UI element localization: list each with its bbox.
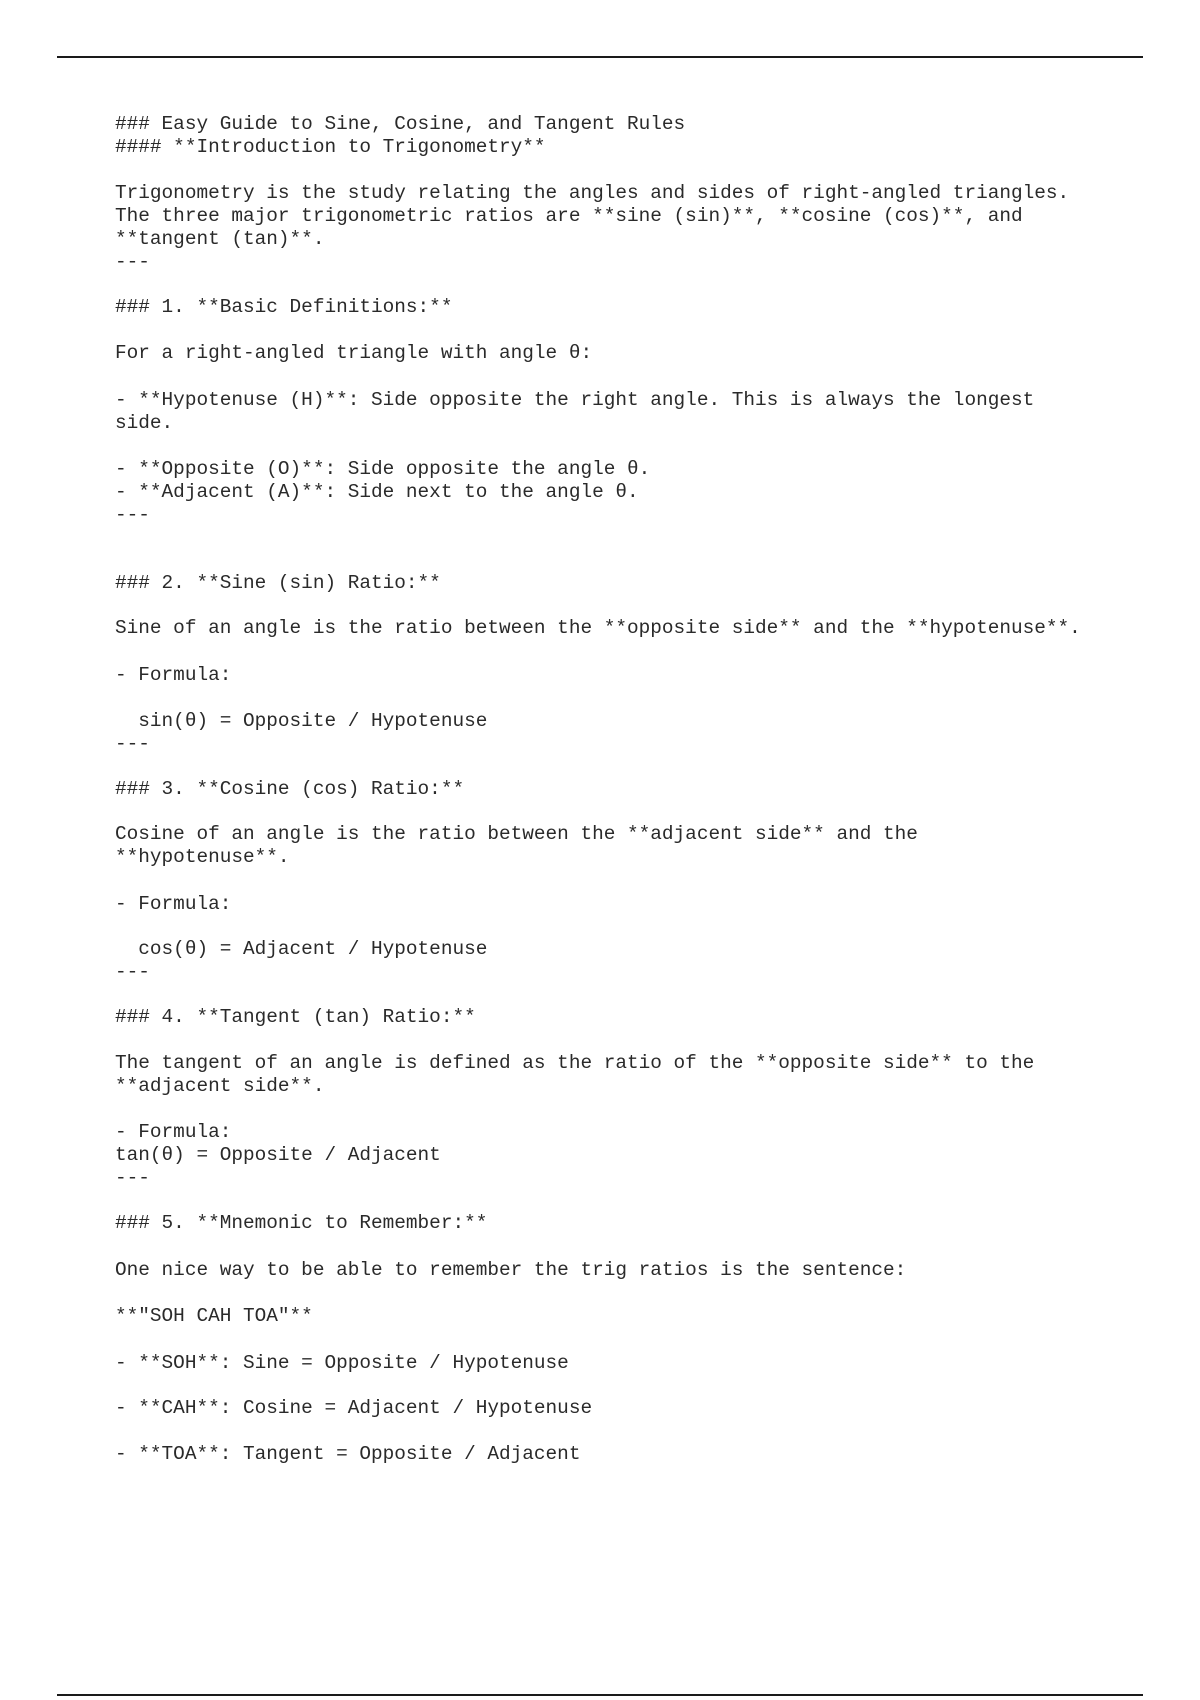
section-heading-introduction: #### **Introduction to Trigonometry** bbox=[115, 136, 546, 158]
paragraph-line: For a right-angled triangle with angle θ: bbox=[115, 342, 593, 364]
intro-paragraph-line: The three major trigonometric ratios are **sine (sin)**, **cosine (cos)**, and bbox=[115, 205, 1023, 227]
list-item-adjacent: - **Adjacent (A)**: Side next to the angle θ. bbox=[115, 481, 639, 503]
page-bottom-rule bbox=[57, 1694, 1143, 1696]
formula-cosine: cos(θ) = Adjacent / Hypotenuse bbox=[115, 938, 488, 960]
list-item-soh: - **SOH**: Sine = Opposite / Hypotenuse bbox=[115, 1352, 569, 1374]
list-item-hypotenuse-continued: side. bbox=[115, 412, 174, 434]
section-heading-basic-definitions: ### 1. **Basic Definitions:** bbox=[115, 296, 453, 318]
separator: --- bbox=[115, 251, 150, 273]
document-title: ### Easy Guide to Sine, Cosine, and Tangent Rules bbox=[115, 113, 686, 135]
section-heading-sine: ### 2. **Sine (sin) Ratio:** bbox=[115, 572, 441, 594]
paragraph-line: **hypotenuse**. bbox=[115, 846, 290, 868]
formula-label: - Formula: bbox=[115, 893, 232, 915]
paragraph-line: **adjacent side**. bbox=[115, 1075, 325, 1097]
intro-paragraph-line: **tangent (tan)**. bbox=[115, 228, 325, 250]
formula-sine: sin(θ) = Opposite / Hypotenuse bbox=[115, 710, 488, 732]
paragraph-line: Sine of an angle is the ratio between the **opposite side** and the **hypotenuse**. bbox=[115, 617, 1081, 639]
separator: --- bbox=[115, 733, 150, 755]
formula-tangent: tan(θ) = Opposite / Adjacent bbox=[115, 1144, 441, 1166]
section-heading-cosine: ### 3. **Cosine (cos) Ratio:** bbox=[115, 778, 465, 800]
separator: --- bbox=[115, 1167, 150, 1189]
section-heading-tangent: ### 4. **Tangent (tan) Ratio:** bbox=[115, 1006, 476, 1028]
formula-label: - Formula: bbox=[115, 1121, 232, 1143]
formula-label: - Formula: bbox=[115, 664, 232, 686]
section-heading-mnemonic: ### 5. **Mnemonic to Remember:** bbox=[115, 1212, 488, 1234]
list-item-cah: - **CAH**: Cosine = Adjacent / Hypotenuse bbox=[115, 1397, 593, 1419]
intro-paragraph-line: Trigonometry is the study relating the angles and sides of right-angled triangles. bbox=[115, 182, 1070, 204]
list-item-opposite: - **Opposite (O)**: Side opposite the angle θ. bbox=[115, 458, 651, 480]
list-item-hypotenuse: - **Hypotenuse (H)**: Side opposite the right angle. This is always the longest bbox=[115, 389, 1035, 411]
separator: --- bbox=[115, 504, 150, 526]
mnemonic-phrase: **"SOH CAH TOA"** bbox=[115, 1305, 313, 1327]
paragraph-line: The tangent of an angle is defined as the ratio of the **opposite side** to the bbox=[115, 1052, 1035, 1074]
list-item-toa: - **TOA**: Tangent = Opposite / Adjacent bbox=[115, 1443, 581, 1465]
separator: --- bbox=[115, 961, 150, 983]
paragraph-line: One nice way to be able to remember the trig ratios is the sentence: bbox=[115, 1259, 907, 1281]
page-top-rule bbox=[57, 56, 1143, 58]
paragraph-line: Cosine of an angle is the ratio between the **adjacent side** and the bbox=[115, 823, 918, 845]
